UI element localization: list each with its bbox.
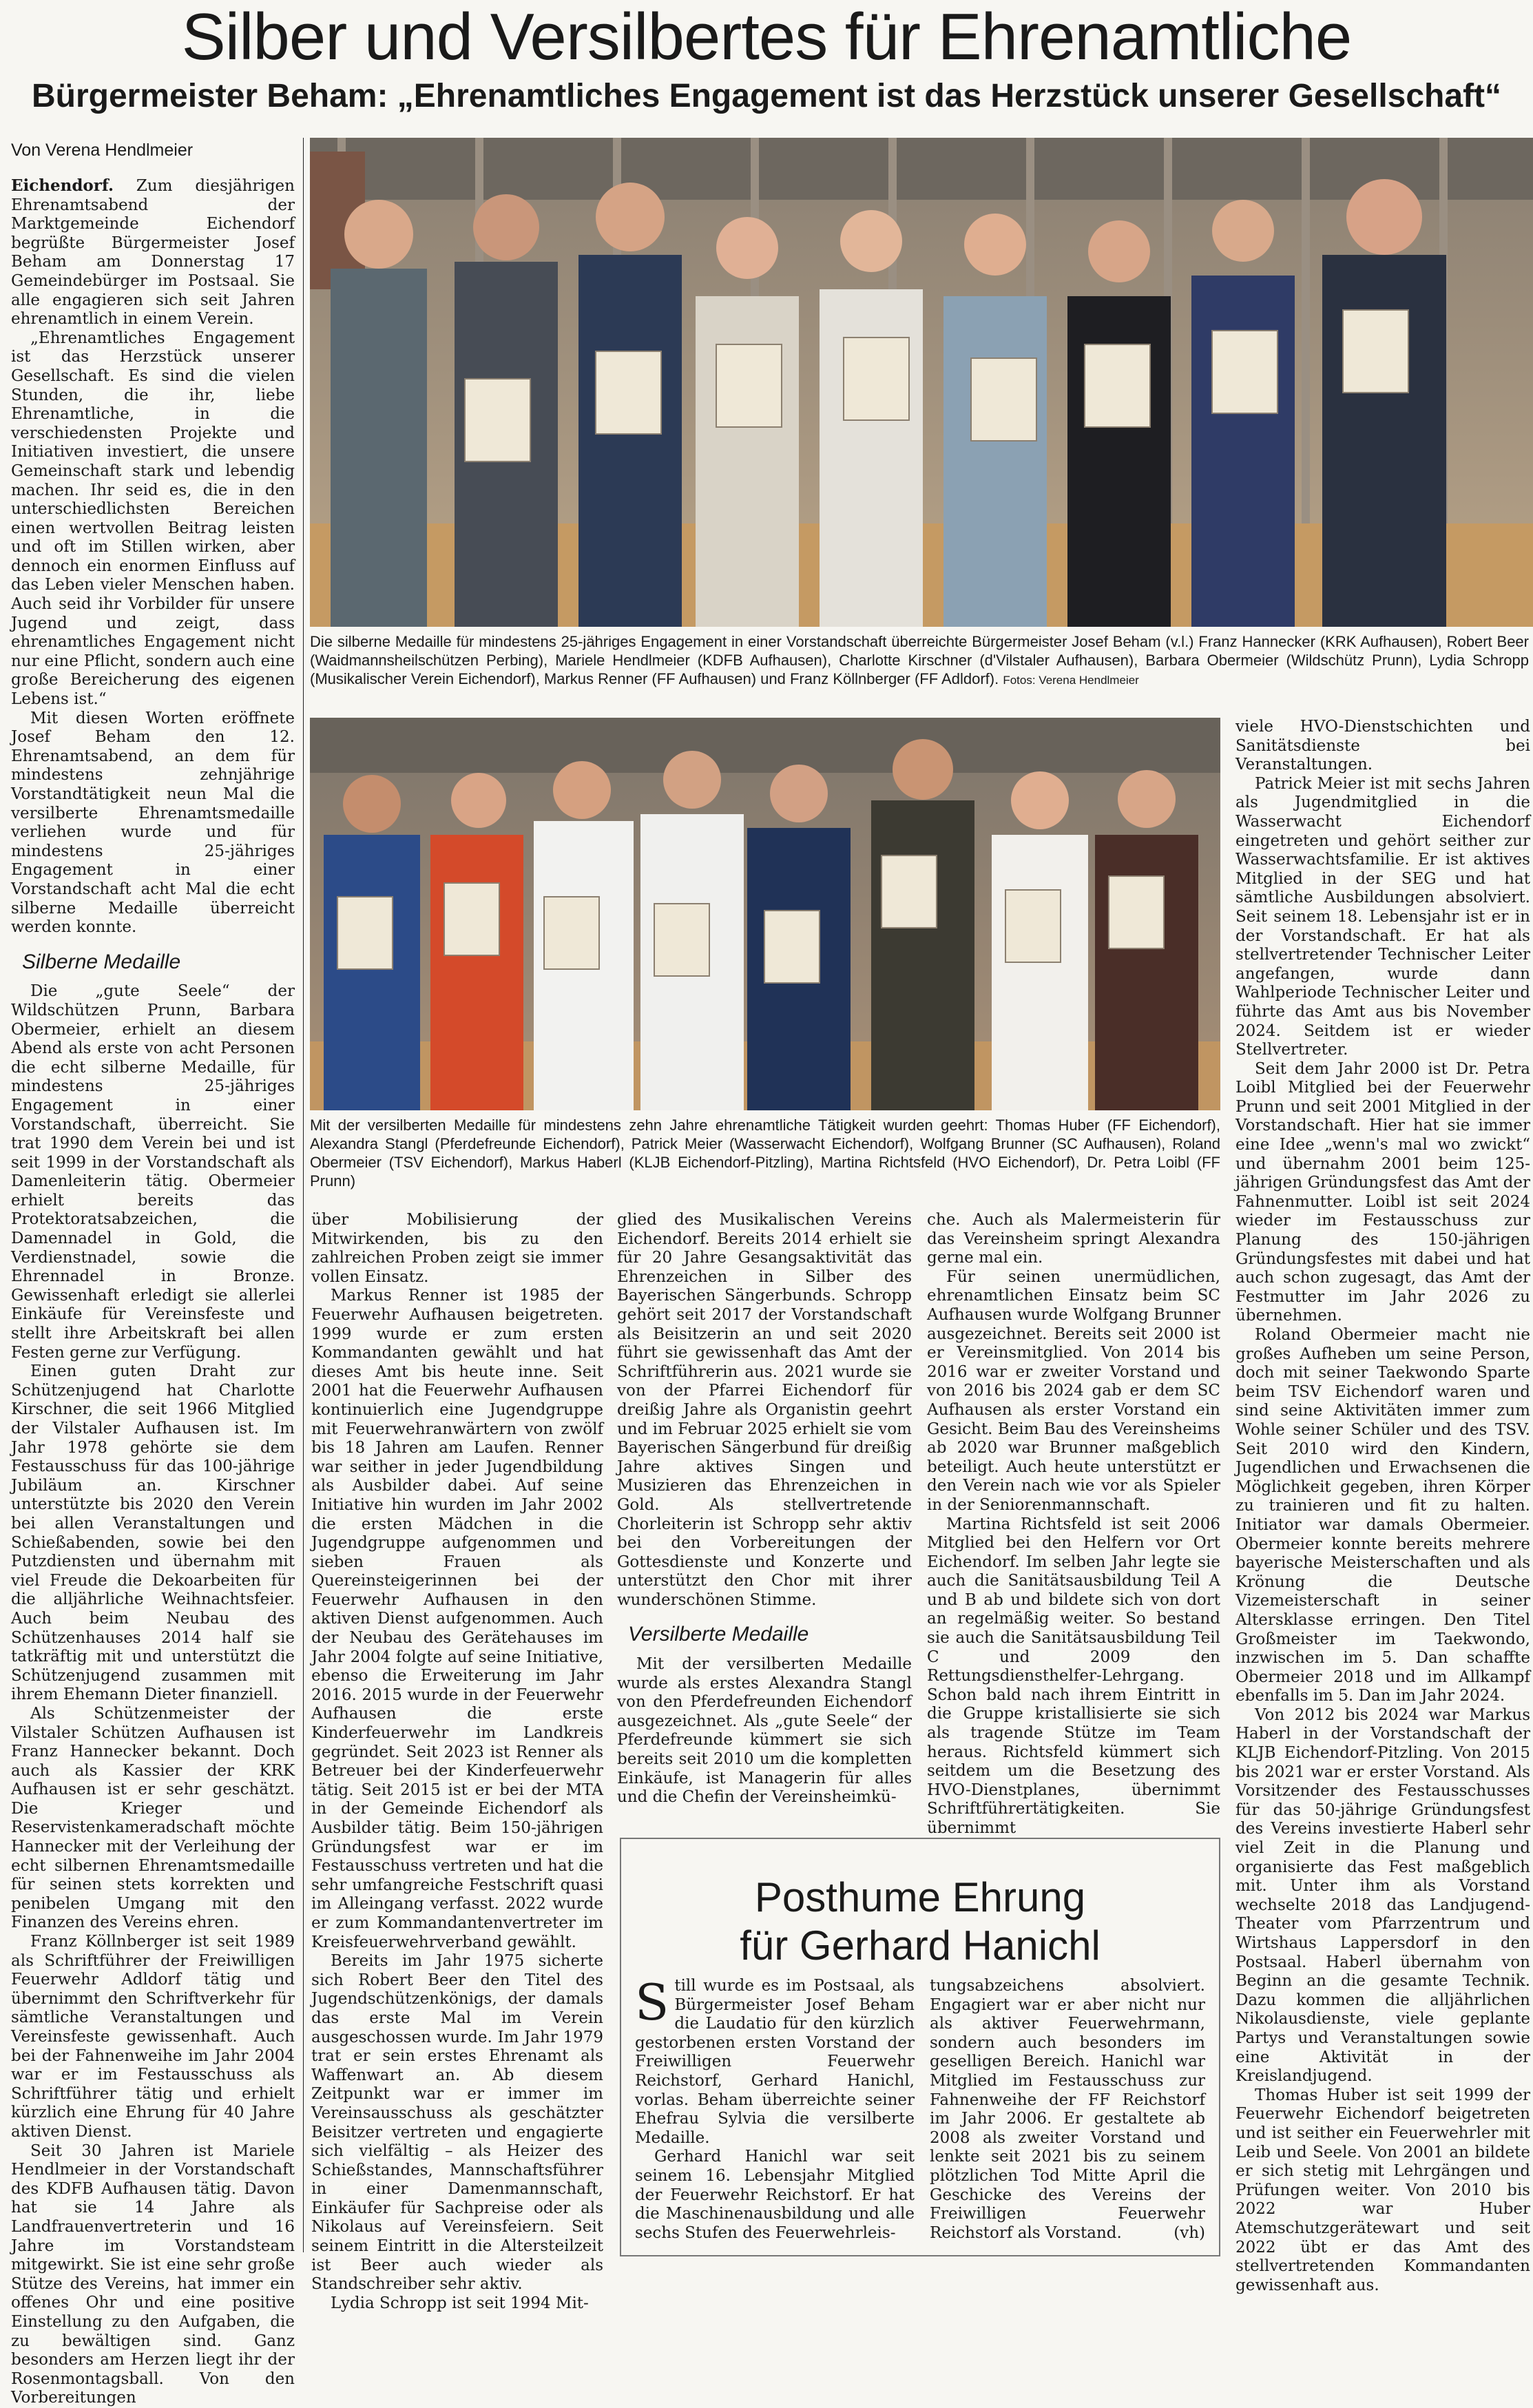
headline: Silber und Versilbertes für Ehrenamtliche bbox=[181, 0, 1352, 74]
body-paragraph: Seit dem Jahr 2000 ist Dr. Petra Loibl Mitglied bei der Feuerwehr Prunn und seit 2001 Mitglied in der Vorstandschaft. Hier hat sie immer eine Idee „wenn's mal wo zwickt“ und übernahm 2001 beim 125-jährigen Gründungsfest das Amt der Fahnenmutter. Loibl ist seit 2024 wieder im Festausschuss zur Planung des 150-jährigen Gründungsfestes mit dabei und hat auch schon zugesagt, das Amt der Festmutter im Jahr 2026 zu übernehmen. bbox=[1235, 1059, 1530, 1325]
box-title: Posthume Ehrung für Gerhard Hanichl bbox=[740, 1874, 1101, 1969]
body-paragraph: Thomas Huber ist seit 1999 der Feuerwehr Eichendorf beigetreten und ist seither ein Feuerwehrler mit Leib und Seele. Von 2001 an bildete er sich stetig mit Lehrgängen und Prüfungen weiter. Von 2010 bis 2022 war Huber Atemschutzgerätewart und seit 2022 übt er das Amt des stellvertretenden Kommandanten gewissenhaft aus. bbox=[1235, 2086, 1530, 2294]
box-paragraph: tungsabzeichens absolviert. Engagiert war er aber nicht nur als aktiver Feuerwehrmann, sondern auch besonders im geselligen Bereich. Hanichl war Mitglied im Festausschuss zur Fahnenweihe der FF Reichstorf im Jahr 2006. Er gestaltete ab 2008 als zweiter Vorstand und lenkte seit 2021 bis zu seinem plötzlichen Tod Mitte April die Geschicke des Vereins der Freiwilligen Feuerwehr Reichstorf als Vorstand. (vh) bbox=[930, 1977, 1205, 2242]
photo-credit: Fotos: Verena Hendlmeier bbox=[1003, 674, 1139, 687]
column-2 bbox=[311, 1211, 603, 2312]
column-3 bbox=[617, 1211, 912, 1831]
body-paragraph: über Mobilisierung der Mitwirkenden, bis zu den zahlreichen Proben zeigt sie immer vollen Einsatz. bbox=[311, 1211, 603, 1286]
body-paragraph: Als Schützenmeister der Vilstaler Schützen Aufhausen ist Franz Hannecker bekannt. Doch auch als Kassier der KRK Aufhausen ist er sehr geschätzt. Die Krieger und Reservistenkameradschaft möchte Hannecker mit der Verleihung der echt silbernen Ehrenamtsmedaille für seinen stets korrekten und penibelen Umgang mit den Finanzen des Vereins ehren. bbox=[11, 1704, 295, 1932]
body-paragraph: Patrick Meier ist mit sechs Jahren als Jugendmitglied in die Wasserwacht Eichendorf eingetreten und gehört seither zur Wasserwachtsfamilie. Er ist aktives Mitglied in der SEG und hat sämtliche Ausbildungen absolviert. Seit seinem 18. Lebensjahr ist er in der Vorstandschaft. Er hat als stellvertretender Technischer Leiter angefangen, wurde dann Wahlperiode Technischer Leiter und führte das Amt aus bis November 2024. Seitdem ist er wieder Stellvertreter. bbox=[1235, 774, 1530, 1059]
box-paragraph: Still wurde es im Postsaal, als Bürgermeister Josef Beham die Laudatio für den kürzlich gestorbenen ersten Vorstand der Freiwilligen Feuerwehr Reichstorf, Gerhard Hanichl, vorlas. Beham überreichte seiner Ehefrau Sylvia die versilberte Medaille. bbox=[635, 1973, 915, 2147]
posthume-ehrung-box bbox=[620, 1838, 1220, 2256]
body-paragraph: Die „gute Seele“ der Wildschützen Prunn, Barbara Obermeier, erhielt an diesem Abend als erste von acht Personen die echt silberne Medaille, für mindestens 25-jähriges Engagement in einer Vorstandschaft, überreicht. Sie trat 1990 dem Verein bei und ist seit 1999 in der Vorstandschaft als Damenleiterin tätig. Obermeier erhielt bereits das Protektoratsabzeichen, die Damennadel in Gold, die Verdienstnadel, sowie die Ehrennadel in Bronze. Gewissenhaft erledigt sie allerlei Einkäufe für Vereinsfeste und stellt ihre Arbeitskraft bei allen Festen gerne zur Verfügung. bbox=[11, 982, 295, 1362]
body-paragraph: Bereits im Jahr 1975 sicherte sich Robert Beer den Titel des Jugendschützenkönigs, der damals das erste Mal im Verein ausgeschossen wurde. Im Jahr 1979 trat er sein erstes Ehrenamt als Waffenwart an. Ab diesem Zeitpunkt war er immer im Vereinsausschuss als geschätzter Beisitzer vertreten und engagierte sich vielfältig – als Heizer des Schießstandes, Mannschaftsführer in einer Damenmannschaft, Einkäufer für Sachpreise oder als Nikolaus auf Vereinsfeiern. Seit seinem Eintritt in die Altersteilzeit ist Beer auch wieder als Standschreiber sehr aktiv. bbox=[311, 1952, 603, 2294]
body-paragraph: Von 2012 bis 2024 war Markus Haberl in der Vorstandschaft der KLJB Eichendorf-Pitzling. Von 2015 bis 2021 war er erster Vorstand. Als Vorsitzender des Festausschusses für das 50-jährige Gründungsfest des Vereins investierte Haberl sehr viel Zeit in die Planung und organisierte das Fest maßgeblich mit. Unter ihm als Vorstand wechselte 2018 das Landjugend-Theater vom Pfarrzentrum und Wirtshaus Lappersdorf in den Postsaal. Haberl übernahm von Beginn an die gesamte Technik. Dazu kommen die alljährlichen Nikolausdienste, viele geplante Partys und Veranstaltungen sowie eine Aktivität in der Kreislandjugend. bbox=[1235, 1705, 1530, 2086]
photo1-caption: Die silberne Medaille für mindestens 25-jähriges Engagement in einer Vorstandschaft überreichte Bürgermeister Josef Beham (v.l.) Franz Hannecker (KRK Aufhausen), Robert Beer (Waidmannsheilschützen Perbing), Mariele Hendlmeier (KDFB Aufhausen), Charlotte Kirschner (d'Vilstaler Aufhausen), Barbara Obermeier (Wildschütz Prunn), Lydia Schropp (Musikalischer Verein Eichendorf), Markus Renner (FF Aufhausen) und Franz Köllnberger (FF Adldorf). Fotos: Verena Hendlmeier bbox=[310, 633, 1529, 687]
column-1 bbox=[11, 176, 295, 2407]
box-left-column bbox=[635, 1973, 915, 2252]
column-5 bbox=[1235, 718, 1530, 2294]
box-paragraph: Gerhard Hanichl war seit seinem 16. Lebensjahr Mitglied der Feuerwehr Reichstorf. Er hat die Maschinenausbildung und alle sechs Stufen des Feuerwehrleis- bbox=[635, 2148, 915, 2242]
dateline: Eichendorf. bbox=[11, 176, 114, 195]
dropcap: S bbox=[635, 1973, 669, 2031]
section-heading-silberne: Silberne Medaille bbox=[22, 950, 181, 973]
column-4 bbox=[927, 1211, 1220, 1837]
body-paragraph: Mit der versilberten Medaille wurde als erstes Alexandra Stangl von den Pferdefreunden Eichendorf ausgezeichnet. Als „gute Seele“ der Pferdefreunde kümmert sie sich bereits seit 2010 um die kompletten Einkäufe, ist Managerin für alles und die Chefin der Vereinsheimkü- bbox=[617, 1655, 912, 1807]
subheadline: Bürgermeister Beham: „Ehrenamtliches Engagement ist das Herzstück unserer Gesellschaft“ bbox=[31, 78, 1502, 114]
body-paragraph: Für seinen unermüdlichen, ehrenamtlichen Einsatz beim SC Aufhausen wurde Wolfgang Brunner ausgezeichnet. Bereits seit 2000 ist er Vereinsmitglied. Von 2014 bis 2016 war er zweiter Vorstand und von 2016 bis 2024 gab er dem SC Aufhausen als erster Vorstand ein Gesicht. Beim Bau des Vereinsheims ab 2020 war Brunner maßgeblich beteiligt. Auch heute unterstützt er den Verein nach wie vor als Spieler in der Seniorenmannschaft. bbox=[927, 1267, 1220, 1514]
body-paragraph: Franz Köllnberger ist seit 1989 als Schriftführer der Freiwilligen Feuerwehr Adldorf tätig und übernimmt den Schriftverkehr für sämtliche Veranstaltungen und Vereinsfeste gewissenhaft. Auch bei der Fahnenweihe im Jahr 2004 war er im Festausschuss als Schriftführer tätig und erhielt kürzlich eine Ehrung für 40 Jahre aktiven Dienst. bbox=[11, 1933, 295, 2141]
byline: Von Verena Hendlmeier bbox=[11, 141, 194, 160]
box-right-column bbox=[930, 1977, 1205, 2252]
body-paragraph: „Ehrenamtliches Engagement ist das Herzstück unserer Gesellschaft. Es sind die vielen Stunden, die ihr, liebe Ehrenamtliche, in die verschiedensten Projekte und Initiativen investiert, die unsere Gemeinschaft stark und lebendig machen. Ihr seid es, die in den unterschiedlichsten Bereichen einen wertvollen Beitrag leisten und oft im Stillen wirken, aber dennoch ein enormen Einfluss auf das Leben vieler Menschen haben. Auch seid ihr Vorbilder für unsere Jugend und zeigt, dass ehrenamtliches Engagement nicht nur eine Pflicht, sondern auch eine große Bereicherung des eigenen Lebens ist.“ bbox=[11, 329, 295, 709]
body-paragraph: Seit 30 Jahren ist Mariele Hendlmeier in der Vorstandschaft des KDFB Aufhausen tätig. Davon hat sie 14 Jahre als Landfrauenvertreterin und 16 Jahre im Vorstandsteam mitgewirkt. Sie ist eine sehr große Stütze des Vereins, hat immer ein offenes Ohr und eine positive Einstellung zu den Aufgaben, die zu bewältigen sind. Ganz besonders am Herzen liegt ihr der Rosenmontagsball. Von den Vorbereitungen bbox=[11, 2141, 295, 2407]
photo-silberne-medaille bbox=[310, 138, 1533, 627]
signature: (vh) bbox=[1174, 2223, 1205, 2242]
body-paragraph: glied des Musikalischen Vereins Eichendorf. Bereits 2014 erhielt sie für 20 Jahre Gesangsaktivität das Ehrenzeichen in Silber des Bayerischen Sängerbunds. Schropp gehört seit 2017 der Vorstandschaft als Beisitzerin an und seit 2020 führt sie gewissenhaft das Amt der Schriftführerin aus. 2021 wurde sie von der Pfarrei Eichendorf für dreißig Jahre als Organistin geehrt und im Februar 2025 erhielt sie vom Bayerischen Sängerbund für dreißig Jahre aktives Singen und Musizieren das Ehrenzeichen in Gold. Als stellvertretende Chorleiterin ist Schropp sehr aktiv bei den Vorbereitungen der Gottesdienste und Konzerte und unterstützt den Chor mit ihrer wunderschönen Stimme. bbox=[617, 1211, 912, 1609]
section-heading-versilberte: Versilberte Medaille bbox=[628, 1623, 809, 1646]
body-paragraph: Mit diesen Worten eröffnete Josef Beham den 12. Ehrenamtsabend, an dem für mindestens zehnjährige Vorstandtätigkeit neun Mal die versilberte Ehrenamtsmedaille verliehen wurde und für mindestens 25-jähriges Engagement in einer Vorstandschaft acht Mal die echt silberne Medaille überreicht werden konnte. bbox=[11, 709, 295, 937]
column-rule bbox=[303, 138, 304, 2252]
body-paragraph: viele HVO-Dienstschichten und Sanitätsdienste bei Veranstaltungen. bbox=[1235, 718, 1530, 774]
body-paragraph: Roland Obermeier macht nie großes Aufheben um seine Person, doch mit seiner Taekwondo Sparte beim TSV Eichendorf waren und sind seine Aktivitäten immer zum Wohle seiner Schüler und des TSV. Seit 2010 wird den Kindern, Jugendlichen und Erwachsenen die Möglichkeit gegeben, ihren Körper zu trainieren und fit zu halten. Initiator war damals Obermeier. Obermeier konnte bereits mehrere bayerische Meisterschaften und als Krönung die Deutsche Vizemeisterschaft in seiner Altersklasse erringen. Den Titel Großmeister im Taekwondo, inzwischen im 5. Dan schaffte Obermeier 2018 und im Allkampf ebenfalls im 5. Dan im Jahr 2024. bbox=[1235, 1326, 1530, 1705]
body-paragraph: Einen guten Draht zur Schützenjugend hat Charlotte Kirschner, die seit 1966 Mitglied der Vilstaler Aufhausen ist. Im Jahr 1978 gehörte sie dem Festausschuss für das 100-jährige Jubiläum an. Kirschner unterstützte bis 2020 den Verein bei allen Veranstaltungen und Schießabenden, sowie bei den Putzdiensten und übernahm mit viel Freude die Dekoarbeiten für die alljährliche Weihnachtsfeier. Auch beim Neubau des Schützenhauses 2014 half sie tatkräftig mit und unterstützt die Schützenjugend zusammen mit ihrem Ehemann Dieter finanziell. bbox=[11, 1362, 295, 1704]
body-paragraph: Lydia Schropp ist seit 1994 Mit- bbox=[331, 2294, 589, 2312]
body-paragraph: Markus Renner ist 1985 der Feuerwehr Aufhausen beigetreten. 1999 wurde er zum ersten Kommandanten gewählt und hat dieses Amt bis heute inne. Seit 2001 hat die Feuerwehr Aufhausen kontinuierlich eine Jugendgruppe mit Feuerwehranwärtern von zwölf bis 18 Jahren am Laufen. Renner war seither in jeder Jugendbildung als Ausbilder dabei. Auf seine Initiative hin wurden im Jahr 2002 die ersten Mädchen in die Jugendgruppe aufgenommen und sieben Frauen als Quereinsteigerinnen bei der Feuerwehr Aufhausen in den aktiven Dienst aufgenommen. Auch der Neubau des Gerätehauses im Jahr 2004 folgte auf seine Initiative, ebenso die Erweiterung im Jahr 2016. 2015 wurde in der Feuerwehr Aufhausen die erste Kinderfeuerwehr im Landkreis gegründet. Seit 2023 ist Renner als Betreuer bei der Kinderfeuerwehr tätig. Seit 2015 ist er bei der MTA in der Gemeinde Eichendorf als Ausbilder tätig. Beim 150-jährigen Gründungsfest war er im Festausschuss vertreten und hat die sehr umfangreiche Festschrift quasi im Alleingang verfasst. 2022 wurde er zum Kommandantenvertreter im Kreisfeuerwehrverband gewählt. bbox=[311, 1287, 603, 1951]
photo2-caption: Mit der versilberten Medaille für mindestens zehn Jahre ehrenamtliche Tätigkeit wurden geehrt: Thomas Huber (FF Eichendorf), Alexandra Stangl (Pferdefreunde Eichendorf), Patrick Meier (Wasserwacht Eichendorf), Wolfgang Brunner (SC Aufhausen), Roland Obermeier (TSV Eichendorf), Markus Haberl (KLJB Eichendorf-Pitzling), Martina Richtsfeld (HVO Eichendorf), Dr. Petra Loibl (FF Prunn) bbox=[310, 1117, 1220, 1190]
intro-paragraph: Eichendorf. Zum diesjährigen Ehrenamtsabend der Marktgemeinde Eichendorf begrüßte Bürgermeister Josef Beham am Donnerstag 17 Gemeindebürger im Postsaal. Sie alle engagieren sich seit Jahren ehrenamtlich in einem Verein. bbox=[11, 176, 295, 329]
body-paragraph: Martina Richtsfeld ist seit 2006 Mitglied bei den Helfern vor Ort Eichendorf. Im selben Jahr legte sie auch die Sanitätsausbildung Teil A und B ab und bildete sich von dort an regelmäßig weiter. So bestand sie auch die Sanitätsausbildung Teil C und 2009 den Rettungsdiensthelfer-Lehrgang. Schon bald nach ihrem Eintritt in die Gruppe kristallisierte sie sich als tragende Stütze im Team heraus. Richtsfeld kümmert sich seitdem um die Besetzung des HVO-Dienstplanes, übernimmt Schriftführertätigkeiten. Sie übernimmt bbox=[927, 1515, 1220, 1837]
body-paragraph: che. Auch als Malermeisterin für das Vereinsheim springt Alexandra gerne mal ein. bbox=[927, 1211, 1220, 1267]
photo-versilberte-medaille bbox=[310, 718, 1220, 1110]
